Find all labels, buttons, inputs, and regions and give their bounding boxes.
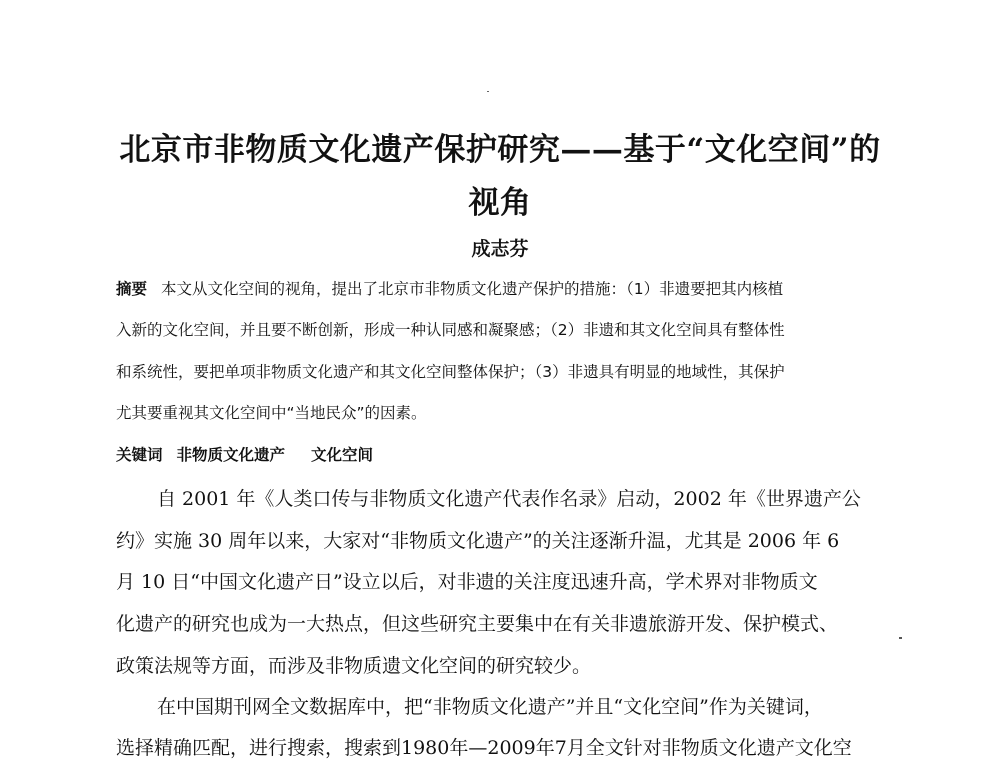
scan-speck [487, 91, 489, 92]
body-paragraph-line: 自 2001 年《人类口传与非物质文化遗产代表作名录》启动，2002 年《世界遗产公 [157, 488, 861, 510]
keywords-label: 关键词 [116, 446, 163, 464]
abstract-line: 入新的文化空间，并且要不断创新，形成一种认同感和凝聚感；（2）非遗和其文化空间具有整体性 [116, 321, 785, 339]
author-name: 成志芬 [471, 238, 529, 260]
paper-title-line-1: 北京市非物质文化遗产保护研究——基于“文化空间”的 [119, 132, 881, 168]
body-paragraph-line: 化遗产的研究也成为一大热点，但这些研究主要集中在有关非遗旅游开发、保护模式、 [116, 613, 839, 635]
abstract-line [116, 277, 783, 299]
body-paragraph-line: 选择精确匹配，进行搜索，搜索到1980年—2009年7月全文针对非物质文化遗产文化空 [116, 737, 852, 759]
scan-speck [899, 637, 902, 639]
abstract-label: 摘要 [116, 280, 148, 298]
keyword: 非物质文化遗产 [176, 446, 286, 464]
keyword: 文化空间 [311, 446, 374, 464]
keywords-line [116, 443, 373, 465]
abstract-text: 本文从文化空间的视角，提出了北京市非物质文化遗产保护的措施：（1）非遗要把其内核植 [161, 280, 784, 298]
body-paragraph-line: 在中国期刊网全文数据库中，把“非物质文化遗产”并且“文化空间”作为关键词， [157, 696, 823, 718]
paper-title-line-2: 视角 [468, 185, 532, 221]
abstract-line: 尤其要重视其文化空间中“当地民众”的因素。 [116, 404, 427, 422]
body-paragraph-line: 月 10 日“中国文化遗产日”设立以后，对非遗的关注度迅速升高，学术界对非物质文 [116, 571, 818, 593]
abstract-line: 和系统性，要把单项非物质文化遗产和其文化空间整体保护；（3）非遗具有明显的地域性，其保护 [116, 363, 785, 381]
body-paragraph-line: 政策法规等方面，而涉及非物质遗文化空间的研究较少。 [116, 655, 592, 677]
body-paragraph-line: 约》实施 30 周年以来，大家对“非物质文化遗产”的关注逐渐升温，尤其是 2006 年 6 [116, 530, 840, 552]
